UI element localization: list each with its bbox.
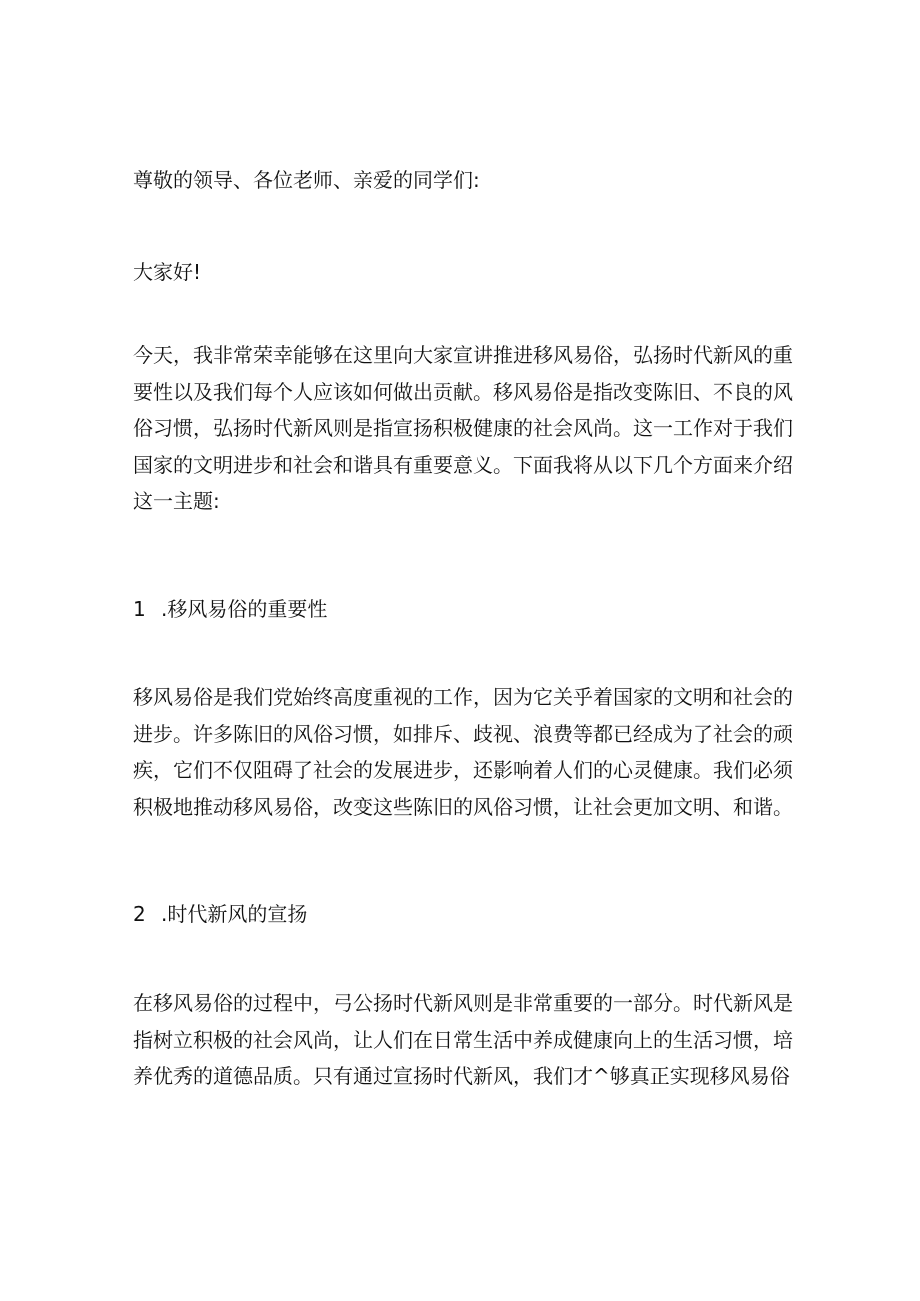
salutation	[133, 162, 803, 199]
section-1-line: 疾，它们不仅阻碍了社会的发展进步，还影响着人们的心灵健康。我们必须	[133, 758, 793, 782]
section-1-line: 移风易俗是我们党始终高度重视的工作，因为它关乎着国家的文明和社会的	[133, 685, 793, 709]
greeting-line: 大家好!	[133, 260, 202, 284]
section-2-title: .时代新风的宣扬	[161, 902, 308, 926]
intro-line: 要性以及我们每个人应该如何做出贡献。移风易俗是指改变陈旧、不良的风	[133, 379, 793, 404]
section-1-number: 1	[133, 597, 146, 621]
section-2-number: 2	[133, 902, 146, 926]
section-1-title: .移风易俗的重要性	[161, 597, 328, 621]
section-2-heading	[133, 896, 803, 933]
intro-line: 国家的文明进步和社会和谐具有重要意义。下面我将从以下几个方面来介绍	[133, 452, 793, 477]
section-2-line: 养优秀的道德品质。只有通过宣扬时代新风，我们才^够真正实现移风易俗	[133, 1064, 790, 1088]
intro-line: 俗习惯，弘扬时代新风则是指宣扬积极健康的社会风尚。这一工作对于我们	[133, 416, 793, 440]
section-1-heading	[133, 591, 803, 628]
section-2-line: 指树立积极的社会风尚，让人们在日常生活中养成健康向上的生活习惯，培	[133, 1027, 793, 1052]
section-2-line: 在移风易俗的过程中，弓公扬时代新风则是非常重要的一部分。时代新风是	[133, 991, 793, 1015]
section-1-line: 积极地推动移风易俗，改变这些陈旧的风俗习惯，让社会更加文明、和谐。	[133, 794, 793, 819]
section-2-paragraph	[133, 985, 803, 1095]
intro-line: 今天，我非常荣幸能够在这里向大家宣讲推进移风易俗，弘扬时代新风的重	[133, 343, 793, 367]
section-1-line: 进步。许多陈旧的风俗习惯，如排斥、歧视、浪费等都已经成为了社会的顽	[133, 721, 793, 746]
section-1-paragraph	[133, 679, 803, 825]
greeting	[133, 254, 803, 291]
intro-line: 这一主题:	[133, 489, 220, 513]
intro-paragraph	[133, 337, 803, 520]
salutation-line: 尊敬的领导、各位老师、亲爱的同学们:	[133, 168, 480, 192]
